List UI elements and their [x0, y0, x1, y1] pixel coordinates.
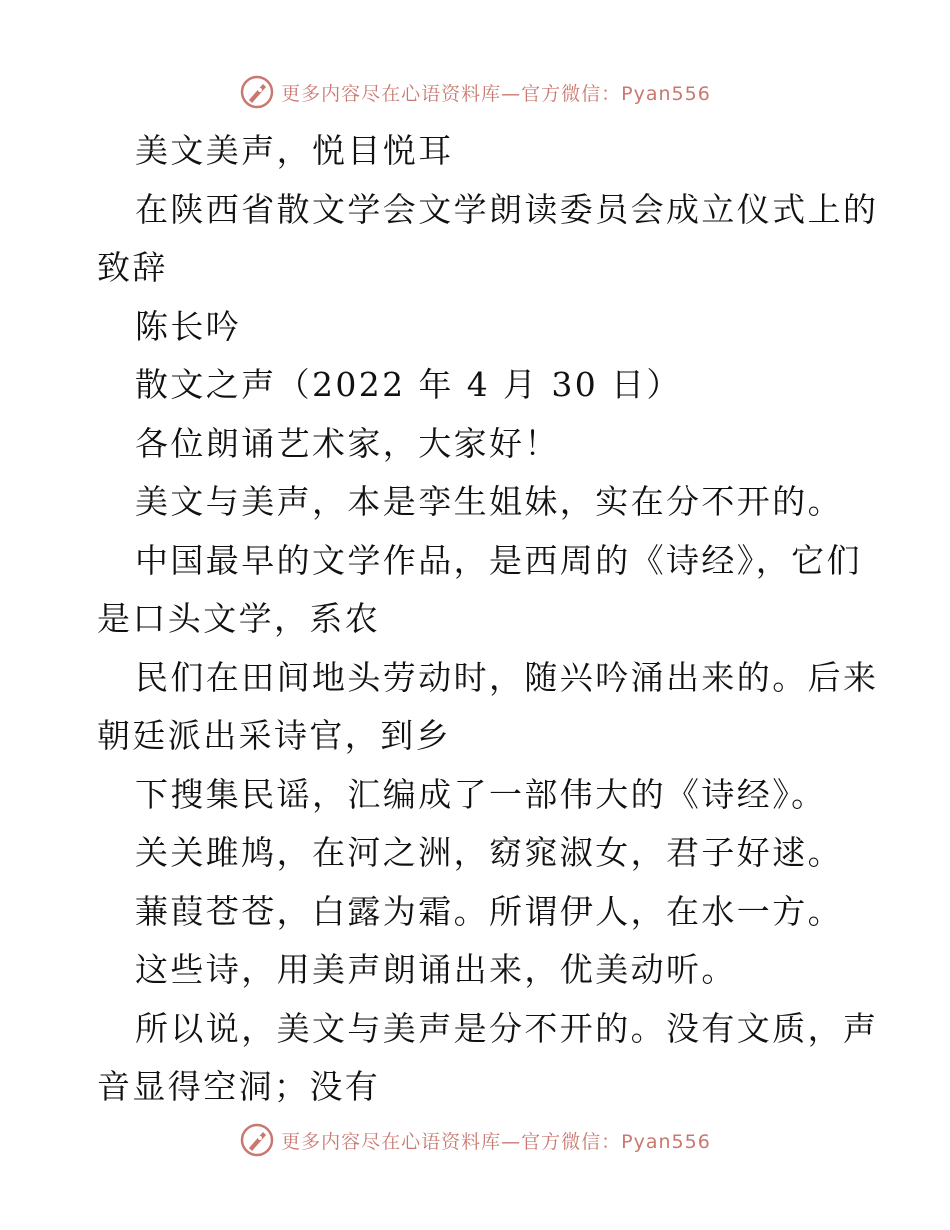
text-line: 各位朗诵艺术家，大家好！: [135, 423, 560, 463]
text-line: 这些诗，用美声朗诵出来，优美动听。: [135, 950, 737, 989]
watermark-text: 更多内容尽在心语资料库—官方微信：Pyan556: [281, 82, 711, 105]
text-line: 民们在田间地头劳动时，随兴吟涌出来的。后来: [135, 657, 879, 697]
text-line: 美文与美声，本是孪生姐妹，实在分不开的。: [135, 482, 843, 521]
text-line: 中国最早的文学作品，是西周的《诗经》，它们: [135, 540, 862, 580]
pen-logo-icon: [239, 1122, 275, 1158]
text-line: 致辞: [97, 248, 168, 287]
text-line: 蒹葭苍苍，白露为霜。所谓伊人，在水一方。: [135, 891, 843, 931]
text-line: 下搜集民谣，汇编成了一部伟大的《诗经》。: [135, 774, 827, 814]
watermark-header: [0, 72, 950, 112]
text-line: 陈长吟: [135, 306, 242, 346]
watermark-text: 更多内容尽在心语资料库—官方微信：Pyan556: [281, 1130, 711, 1153]
text-line: 美文美声，悦目悦耳: [135, 131, 454, 170]
text-line: 关关雎鸠，在河之洲，窈窕淑女，君子好逑。: [135, 833, 843, 872]
text-line: 是口头文学，系农: [97, 599, 381, 638]
text-line: 音显得空洞；没有: [97, 1067, 381, 1106]
pen-logo-icon: [239, 74, 275, 110]
text-line: 所以说，美文与美声是分不开的。没有文质，声: [135, 1008, 879, 1048]
document-body: [97, 122, 879, 1117]
text-line: 朝廷派出采诗官，到乡: [97, 716, 451, 755]
text-line: 在陕西省散文学会文学朗读委员会成立仪式上的: [135, 189, 879, 229]
watermark-footer: [0, 1120, 950, 1160]
text-line: 散文之声（2022 年 4 月 30 日）: [135, 365, 682, 404]
